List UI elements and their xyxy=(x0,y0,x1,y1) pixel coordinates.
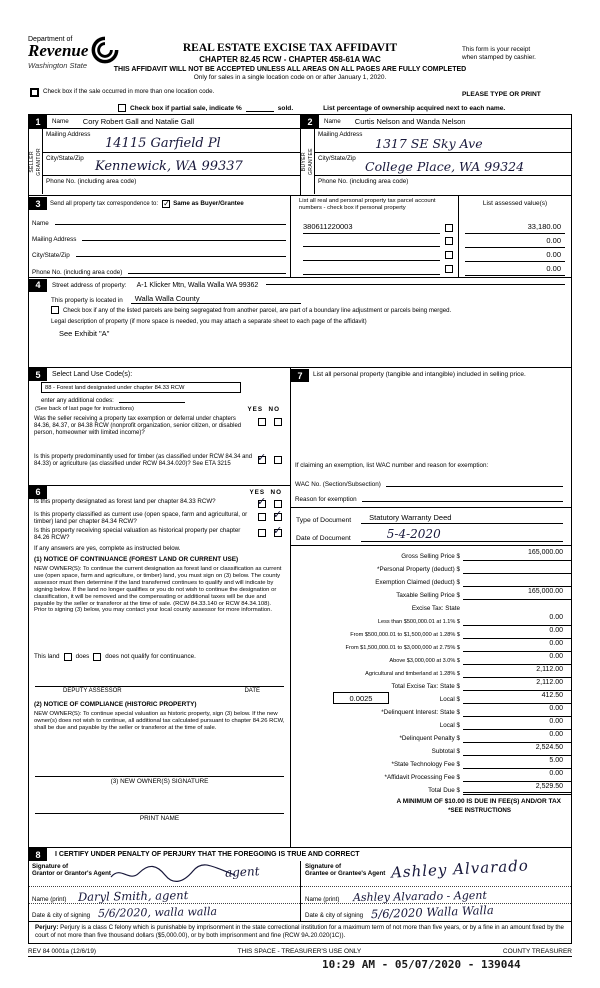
assessed-col xyxy=(459,196,571,277)
correspondence-col xyxy=(29,196,291,277)
grantee-signature-value[interactable]: Ashley Alvarado xyxy=(390,856,530,882)
seller-phone-label: Phone No. (including area code) xyxy=(46,178,137,185)
new-owner-signature-area[interactable] xyxy=(29,752,290,776)
type-of-document-value[interactable]: Statutory Warranty Deed xyxy=(361,513,563,524)
please-type-note: PLEASE TYPE OR PRINT xyxy=(462,91,541,98)
fin-value-subtotal[interactable]: 2,524.50 xyxy=(463,744,571,756)
fin-label-delinq-int-state: *Delinquent Interest: State $ xyxy=(381,709,460,716)
local-rate-box[interactable]: 0.0025 xyxy=(333,692,389,704)
buyer-mailing-value[interactable]: 1317 SE Sky Ave xyxy=(375,136,483,151)
section-6 xyxy=(29,485,290,847)
exemption-note: If claiming an exemption, list WAC number and reason for exemption: xyxy=(295,462,489,469)
land-use-label: Select Land Use Code(s): xyxy=(52,371,133,378)
fin-value-tier1[interactable]: 0.00 xyxy=(463,614,571,626)
ownership-note: List percentage of ownership acquired next to each name. xyxy=(323,104,506,112)
parcel-personal-checkbox-2[interactable] xyxy=(445,237,453,245)
parcel-number-4[interactable] xyxy=(303,263,440,275)
form-title-block xyxy=(110,42,470,81)
fin-value-excise-state xyxy=(463,601,571,613)
s6-q2-no-checkbox[interactable] xyxy=(274,513,282,521)
street-address-label: Street address of property: xyxy=(52,281,127,289)
corr-name-label: Name xyxy=(32,220,49,227)
see-back-instructions: (See back of last page for instructions) xyxy=(35,406,134,412)
receipt-note-line1: This form is your receipt xyxy=(462,46,531,53)
fin-value-tech-fee[interactable]: 5.00 xyxy=(463,757,571,769)
seller-mailing-value[interactable]: 14115 Garfield Pl xyxy=(105,136,221,151)
partial-sale-row xyxy=(118,104,505,112)
located-in-label: This property is located in xyxy=(51,297,123,304)
partial-sale-checkbox[interactable] xyxy=(118,104,126,112)
wac-label: WAC No. (Section/Subsection) xyxy=(295,481,381,488)
fin-value-tier3[interactable]: 0.00 xyxy=(463,640,571,652)
s5-q2-text: Is this property predominantly used for timber (as classified under RCW 84.34 and 84.33) or agriculture (as classified under RCW 84.34.020)? See ETA 3215 xyxy=(34,454,253,468)
grantee-signature-of-label: Signature of xyxy=(305,863,342,870)
section-7 xyxy=(291,368,571,847)
assessed-value-4[interactable]: 0.00 xyxy=(465,264,565,276)
grantor-signature-word[interactable]: agent xyxy=(224,864,260,880)
personal-property-area[interactable] xyxy=(291,382,571,462)
grantor-name-print-value[interactable]: Daryl Smith, agent xyxy=(78,888,189,904)
fin-value-agtimber[interactable]: 2,112.00 xyxy=(463,666,571,678)
fin-label-tier3: From $1,500,000.01 to $3,000,000 at 2.75% $ xyxy=(345,645,460,651)
date-of-document-label: Date of Document xyxy=(296,535,351,542)
print-name-area[interactable] xyxy=(29,787,290,813)
type-of-document-label: Type of Document xyxy=(296,517,352,524)
section-5 xyxy=(29,368,290,485)
additional-codes-label: enter any additional codes: xyxy=(41,397,114,404)
form-chapter: CHAPTER 82.45 RCW - CHAPTER 458-61A WAC xyxy=(199,55,381,64)
fin-label-local: Local $ xyxy=(439,696,460,703)
notice-1-title: (1) NOTICE OF CONTINUANCE (FOREST LAND OR CURRENT USE) xyxy=(34,556,239,563)
grantor-name-print-label: Name (print) xyxy=(32,896,67,903)
additional-codes-input[interactable] xyxy=(119,402,185,403)
buyer-city-label: City/State/Zip xyxy=(318,155,356,162)
fin-value-total-excise[interactable]: 2,112.00 xyxy=(463,679,571,691)
fin-value-delinq-int-local[interactable]: 0.00 xyxy=(463,718,571,730)
grantor-word: GRANTOR xyxy=(36,147,42,176)
does-not-label: does not qualify for continuance. xyxy=(105,653,196,660)
fin-label-gross: Gross Selling Price $ xyxy=(401,553,460,560)
logo-dept-text: Department of xyxy=(28,36,73,43)
seller-buyer-row xyxy=(29,115,571,195)
section-8-number: 8 xyxy=(29,848,47,861)
grantee-date-city-value[interactable]: 5/6/2020 Walla Walla xyxy=(370,902,495,922)
parcel-number-2[interactable] xyxy=(303,235,440,247)
partial-sold-label: sold. xyxy=(277,104,294,112)
grantee-agent-label: Grantee or Grantee's Agent xyxy=(305,870,386,877)
section-3 xyxy=(29,195,571,277)
s6-no-label: NO xyxy=(270,488,282,496)
fin-label-personal: *Personal Property (deduct) $ xyxy=(377,566,460,573)
certify-statement: I CERTIFY UNDER PENALTY OF PERJURY THAT THE FOREGOING IS TRUE AND CORRECT xyxy=(55,851,360,858)
perjury-statement xyxy=(29,921,571,943)
land-does-checkbox[interactable] xyxy=(64,653,72,661)
segregated-label: Check box if any of the listed parcels are being segregated from another parcel, are part of a boundary line adjustment or parcels being merged. xyxy=(63,306,452,314)
affidavit-form xyxy=(28,114,572,944)
s5-yes-no-header xyxy=(247,406,280,413)
section-seller xyxy=(29,115,301,195)
reason-exemption-input[interactable] xyxy=(362,501,563,502)
s6-q2-yes-checkbox[interactable] xyxy=(258,513,266,521)
legal-description-label: Legal description of property (if more space is needed, you may attach a separate sheet to each page of the affidavit) xyxy=(51,318,367,325)
deputy-date-label: DATE xyxy=(244,688,260,694)
fin-value-processing-fee[interactable]: 0.00 xyxy=(463,770,571,782)
grantor-signature-scribble[interactable] xyxy=(109,863,239,883)
same-as-buyer-checkbox[interactable] xyxy=(162,200,170,208)
corr-mailing-input[interactable] xyxy=(82,240,286,241)
section-5-number: 5 xyxy=(29,368,47,381)
partial-sale-percent-input[interactable] xyxy=(246,104,274,112)
fin-value-local[interactable]: 412.50 xyxy=(463,692,571,704)
perjury-bold: Perjury: xyxy=(35,924,59,931)
parcel-personal-checkbox-4[interactable] xyxy=(445,265,453,273)
s6-q3-text: Is this property receiving special valuation as historical property per chapter 84.26 RCW? xyxy=(34,527,241,542)
left-column xyxy=(29,368,291,847)
s5-no-label: NO xyxy=(268,405,280,413)
fin-value-exemption[interactable] xyxy=(463,575,571,587)
notice-2-text: NEW OWNER(S): To continue special valuation as historic property, sign (3) below. If the new owner(s) does not wish to continue, all additional tax calculated pursuant to chapter 84.26 RCW, shall be due and payable by the seller or transferor at the time of sale. xyxy=(34,711,285,731)
seller-city-label: City/State/Zip xyxy=(46,155,84,162)
s5-q2-no-checkbox[interactable] xyxy=(274,456,282,464)
s5-yes-label: YES xyxy=(247,405,264,413)
fin-label-tier1: Less than $500,000.01 at 1.1% $ xyxy=(377,619,460,625)
section-8 xyxy=(29,847,571,921)
grantor-signing-block xyxy=(29,861,301,921)
does-label: does xyxy=(75,653,90,660)
grantee-name-print-label: Name (print) xyxy=(305,896,340,903)
financial-table xyxy=(291,546,571,795)
parcel-number-1[interactable]: 380611220003 xyxy=(303,222,440,234)
grantor-signature-of-label: Signature of xyxy=(32,863,69,870)
send-correspondence-label: Send all property tax correspondence to: xyxy=(50,200,159,207)
fin-label-total-excise: Total Excise Tax: State $ xyxy=(391,683,460,690)
section-7-number: 7 xyxy=(291,369,309,382)
section-6-number: 6 xyxy=(29,486,47,499)
form-only-note: Only for sales in a single location code on or after January 1, 2020. xyxy=(193,74,387,81)
fin-label-subtotal: Subtotal $ xyxy=(431,748,460,755)
seller-city-value[interactable]: Kennewick, WA 99337 xyxy=(95,159,243,174)
s6-q3-yes-checkbox[interactable] xyxy=(258,529,266,537)
section-4 xyxy=(29,277,571,367)
grantor-date-city-label: Date & city of signing xyxy=(32,912,91,919)
fin-value-taxable[interactable]: 165,000.00 xyxy=(463,588,571,600)
street-address-line[interactable] xyxy=(266,284,565,285)
fin-value-gross[interactable]: 165,000.00 xyxy=(463,549,571,561)
section-buyer xyxy=(301,115,571,195)
fin-label-tier2: From $500,000.01 to $1,500,000 at 1.28% $ xyxy=(350,632,460,638)
fin-label-delinq-penalty: *Delinquent Penalty $ xyxy=(399,735,460,742)
buyer-word: BUYER xyxy=(301,151,307,172)
fin-value-tier4[interactable]: 0.00 xyxy=(463,653,571,665)
buyer-city-value[interactable]: College Place, WA 99324 xyxy=(365,159,525,174)
land-use-code-value: 88 - Forest land designated under chapter 84.33 RCW xyxy=(45,384,185,391)
grantee-signing-block xyxy=(301,856,571,922)
fin-label-processing-fee: *Affidavit Processing Fee $ xyxy=(384,774,460,781)
minimum-due-note: A MINIMUM OF $10.00 IS DUE IN FEE(S) AND/OR TAX xyxy=(396,798,561,805)
multi-location-row xyxy=(30,88,220,97)
same-as-buyer-label: Same as Buyer/Grantee xyxy=(173,200,244,207)
s6-q1-text: Is this property designated as forest land per chapter 84.33 RCW? xyxy=(34,498,216,505)
multi-location-checkbox[interactable] xyxy=(30,88,39,97)
logo-revenue-text: Revenue xyxy=(28,41,89,60)
cashier-stamp: 10:29 AM - 05/07/2020 - 139044 xyxy=(322,958,521,971)
revenue-logo xyxy=(28,36,119,70)
print-name-label: PRINT NAME xyxy=(139,815,180,822)
fin-label-agtimber: Agricultural and timberland at 1.28% $ xyxy=(365,671,460,677)
notice-1-text: NEW OWNER(S): To continue the current designation as forest land or classification as current use (open space, farm and agriculture, or timber) land, you must sign on (3) below. The county assessor must then determine if the land transferred continues to qualify and will indicate by signing below. If the land no longer qualifies or you do not wish to continue the designation or classification, it will be removed and the compensating or additional taxes will be due and payable by the seller or transferor at the time of sale. (RCW 84.33.140 or RCW 84.34.108). Prior to signing (3) below, you may contact your local county assessor for more information. xyxy=(34,566,282,614)
land-does-not-checkbox[interactable] xyxy=(93,653,101,661)
fin-label-total-due: Total Due $ xyxy=(428,787,460,794)
fin-value-delinq-int-state[interactable]: 0.00 xyxy=(463,705,571,717)
corr-phone-input[interactable] xyxy=(128,273,286,274)
this-land-label: This land xyxy=(34,653,60,660)
fin-value-personal[interactable] xyxy=(463,562,571,574)
seller-name-value[interactable]: Cory Robert Gall and Natalie Gall xyxy=(82,117,195,126)
assessed-value-1[interactable]: 33,180.00 xyxy=(465,222,565,234)
corr-name-input[interactable] xyxy=(55,224,286,225)
fin-value-delinq-penalty[interactable]: 0.00 xyxy=(463,731,571,743)
form-rev-number: REV 84 0001a (12/6/19) xyxy=(28,947,96,955)
buyer-phone-label: Phone No. (including area code) xyxy=(318,178,409,185)
partial-sale-label: Check box if partial sale, indicate % xyxy=(130,104,242,112)
parcel-personal-checkbox-3[interactable] xyxy=(445,251,453,259)
s6-q1-no-checkbox[interactable] xyxy=(274,500,282,508)
legal-description-value[interactable]: See Exhibit "A" xyxy=(59,328,110,338)
fin-value-total-due[interactable]: 2,529.50 xyxy=(463,783,571,795)
parcel-personal-checkbox-1[interactable] xyxy=(445,224,453,232)
fin-value-tier2[interactable]: 0.00 xyxy=(463,627,571,639)
located-county-value[interactable]: Walla Walla County xyxy=(131,294,301,304)
section-4-number: 4 xyxy=(29,279,47,292)
treasurer-space-label: THIS SPACE - TREASURER'S USE ONLY xyxy=(237,947,362,955)
grantee-name-print-value[interactable]: Ashley Alvarado - Agent xyxy=(353,888,488,905)
corr-phone-label: Phone No. (including area code) xyxy=(32,269,123,276)
section-1-number: 1 xyxy=(29,115,47,128)
corr-city-label: City/State/Zip xyxy=(32,252,70,259)
new-owner-signature-label: (3) NEW OWNER(S) SIGNATURE xyxy=(110,778,209,785)
seller-word: SELLER xyxy=(29,150,35,173)
reason-exemption-label: Reason for exemption xyxy=(295,496,357,503)
fin-label-tier4: Above $3,000,000 at 3.0% $ xyxy=(389,658,460,664)
date-of-document-value[interactable]: 5-4-2020 xyxy=(361,527,563,542)
form-warning: THIS AFFIDAVIT WILL NOT BE ACCEPTED UNLESS ALL AREAS ON ALL PAGES ARE FULLY COMPLETED xyxy=(113,66,467,73)
seller-mailing-label: Mailing Address xyxy=(46,131,91,138)
buyer-mailing-label: Mailing Address xyxy=(318,131,363,138)
grantor-agent-label: Grantor or Grantor's Agent xyxy=(32,870,111,877)
main-columns xyxy=(29,367,571,847)
s6-q3-no-checkbox[interactable] xyxy=(274,529,282,537)
logo-state-text: Washington State xyxy=(28,61,88,70)
land-use-code-select[interactable] xyxy=(41,382,241,393)
notice-2-title: (2) NOTICE OF COMPLIANCE (HISTORIC PROPERTY) xyxy=(34,701,197,708)
fin-label-exemption: Exemption Claimed (deduct) $ xyxy=(375,579,460,586)
fin-label-tech-fee: *State Technology Fee $ xyxy=(391,761,460,768)
buyer-side-strip xyxy=(301,129,315,194)
section-2-number: 2 xyxy=(301,115,319,128)
form-title: REAL ESTATE EXCISE TAX AFFIDAVIT xyxy=(182,42,398,54)
multi-location-label: Check box if the sale occurred in more than one location code. xyxy=(43,88,215,95)
fin-label-excise-state: Excise Tax: State xyxy=(411,605,460,612)
s5-q1-text: Was the seller receiving a property tax exemption or deferral under chapters 84.36, 84.37, or 84.38 RCW (nonprofit organization, senior citizen, or disabled person, homeowner with limited income)? xyxy=(34,416,242,437)
receipt-note xyxy=(462,46,574,62)
grantee-date-city-label: Date & city of signing xyxy=(305,912,364,919)
s5-q1-yes-checkbox[interactable] xyxy=(258,418,266,426)
grantor-date-city-value[interactable]: 5/6/2020, walla walla xyxy=(98,904,218,921)
parcel-header: List all real and personal property tax parcel account numbers - check box if personal property xyxy=(299,198,436,211)
footer-bar xyxy=(28,946,572,957)
s5-q1-no-checkbox[interactable] xyxy=(274,418,282,426)
assessed-header: List assessed value(s) xyxy=(482,200,548,207)
s6-q2-text: Is this property classified as current use (open space, farm and agricultural, or timber) land per chapter 84.34 RCW? xyxy=(34,511,248,526)
deputy-signature-area[interactable] xyxy=(29,664,290,686)
seller-name-label: Name xyxy=(52,118,69,125)
if-yes-note: If any answers are yes, complete as instructed below. xyxy=(34,545,181,552)
deputy-assessor-label: DEPUTY ASSESSOR xyxy=(63,688,122,694)
receipt-note-line2: when stamped by cashier. xyxy=(462,54,536,61)
s6-q1-yes-checkbox[interactable] xyxy=(258,500,266,508)
s6-yes-label: YES xyxy=(249,488,266,496)
fin-label-delinq-int-local: Local $ xyxy=(439,722,460,729)
perjury-text: Perjury is a class C felony which is punishable by imprisonment in the state correctional institution for a maximum term of not more than five years, or by a fine in an amount fixed by the court of not more than five thousand dollars ($5,000.00), or by both imprisonment and fine (RCW 9A.20.020(1C)). xyxy=(35,924,564,939)
segregated-checkbox[interactable] xyxy=(51,306,59,314)
seller-side-strip xyxy=(29,129,43,194)
county-treasurer-label: COUNTY TREASURER xyxy=(502,947,572,955)
fin-label-taxable: Taxable Selling Price $ xyxy=(396,592,460,599)
assessed-value-2[interactable]: 0.00 xyxy=(465,236,565,248)
s5-q2-yes-checkbox[interactable] xyxy=(258,456,266,464)
corr-mailing-label: Mailing Address xyxy=(32,236,77,243)
buyer-name-value[interactable]: Curtis Nelson and Wanda Nelson xyxy=(354,117,466,126)
personal-property-label: List all personal property (tangible and intangible) included in selling price. xyxy=(313,371,526,378)
parcel-col xyxy=(291,196,459,277)
assessed-value-3[interactable]: 0.00 xyxy=(465,250,565,262)
corr-city-input[interactable] xyxy=(76,256,286,257)
grantee-word: GRANTEE xyxy=(308,148,314,175)
buyer-name-label: Name xyxy=(324,118,341,125)
see-instructions-note: *SEE INSTRUCTIONS xyxy=(448,807,511,814)
street-address-value[interactable]: A-1 Klicker Mtn, Walla Walla WA 99362 xyxy=(136,281,259,289)
parcel-number-3[interactable] xyxy=(303,249,440,261)
wac-input[interactable] xyxy=(386,486,563,487)
section-3-number: 3 xyxy=(29,197,47,210)
